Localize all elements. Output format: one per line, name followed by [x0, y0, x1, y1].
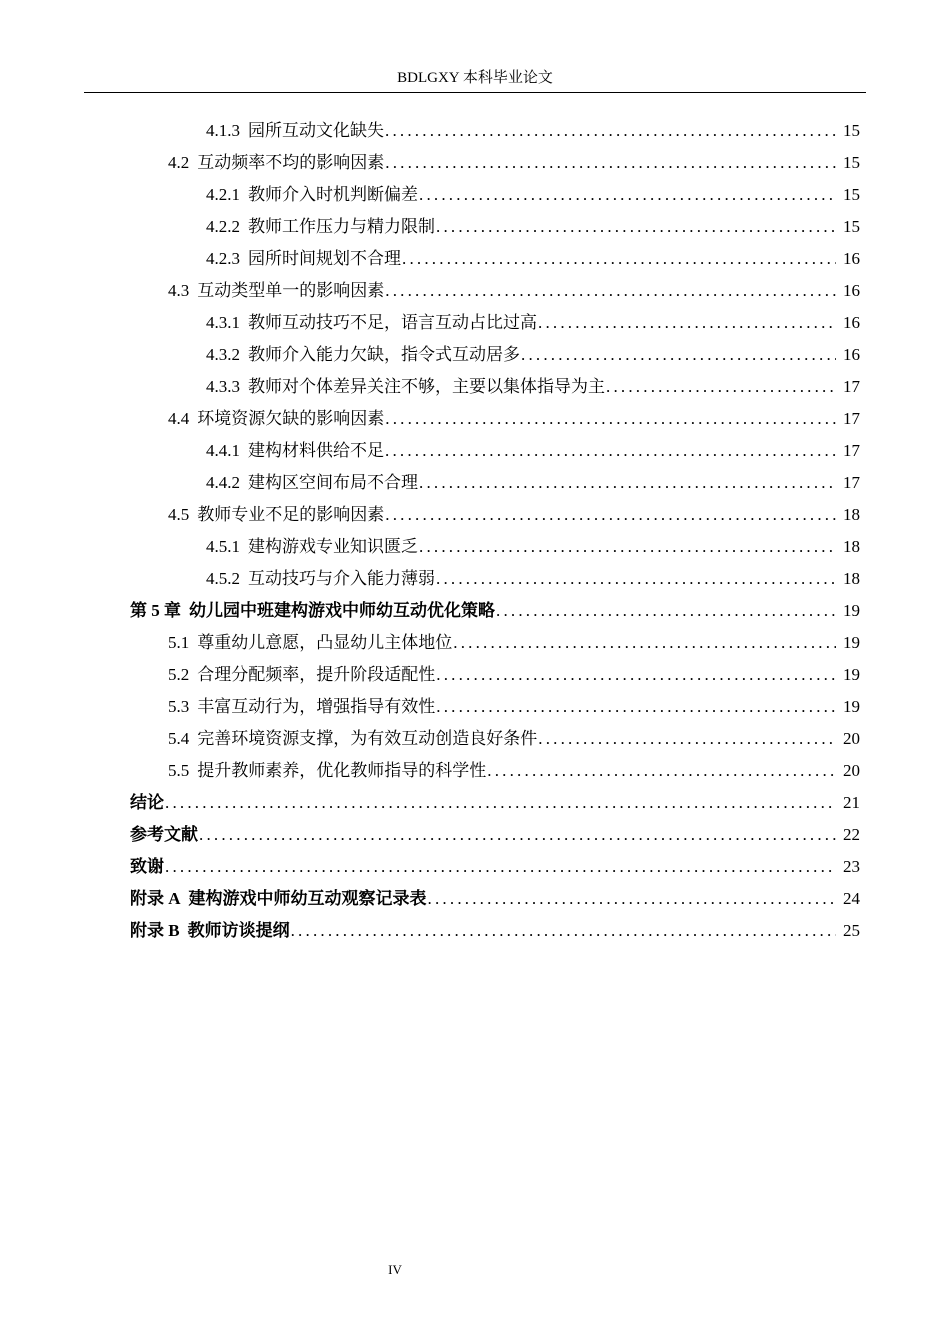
- page-header: BDLGXY 本科毕业论文: [397, 70, 553, 86]
- toc-entry-number: 4.5: [168, 505, 190, 524]
- toc-entry-title: 互动频率不均的影响因素: [197, 153, 385, 172]
- toc-entry-page: 24: [843, 889, 860, 908]
- toc-entry[interactable]: [206, 531, 950, 563]
- toc-entry[interactable]: [206, 563, 950, 595]
- toc-entry-number: 4.3.1: [206, 313, 240, 332]
- toc-entry-page: 20: [843, 729, 860, 748]
- toc-entry-number: 附录 B: [130, 921, 180, 940]
- toc-dot-leader: [538, 307, 836, 339]
- toc-entry-page: 17: [843, 441, 860, 460]
- toc-dot-leader: [385, 147, 836, 179]
- toc-dot-leader: [436, 563, 836, 595]
- toc-entry[interactable]: [206, 371, 950, 403]
- toc-entry-title: 建构区空间布局不合理: [248, 473, 418, 492]
- toc-entry[interactable]: [206, 467, 950, 499]
- toc-dot-leader: [165, 787, 836, 819]
- toc-entry-page: 20: [843, 761, 860, 780]
- toc-entry-page: 19: [843, 633, 860, 652]
- toc-entry[interactable]: [206, 339, 950, 371]
- toc-entry-title: 完善环境资源支撑，为有效互动创造良好条件: [197, 729, 538, 748]
- header-rule: [84, 92, 866, 93]
- toc-entry-title: 致谢: [130, 857, 164, 876]
- toc-entry[interactable]: [130, 595, 950, 627]
- toc-entry-number: 4.4: [168, 409, 190, 428]
- toc-dot-leader: [428, 883, 836, 915]
- toc-dot-leader: [165, 851, 836, 883]
- toc-entry-title: 园所互动文化缺失: [248, 121, 384, 140]
- toc-entry-title: 建构游戏专业知识匮乏: [248, 537, 418, 556]
- toc-entry[interactable]: [168, 627, 950, 659]
- toc-entry-page: 19: [843, 665, 860, 684]
- toc-entry-page: 18: [843, 569, 860, 588]
- toc-entry-number: 4.2.2: [206, 217, 240, 236]
- toc-dot-leader: [402, 243, 836, 275]
- toc-entry[interactable]: [206, 211, 950, 243]
- toc-entry-number: 4.5.2: [206, 569, 240, 588]
- toc-entry-title: 互动技巧与介入能力薄弱: [248, 569, 435, 588]
- toc-entry-title: 提升教师素养，优化教师指导的科学性: [197, 761, 487, 780]
- toc-entry[interactable]: [168, 659, 950, 691]
- toc-entry-page: 15: [843, 185, 860, 204]
- toc-entry[interactable]: [168, 499, 950, 531]
- toc-entry-page: 15: [843, 153, 860, 172]
- toc-entry-title: 教师互动技巧不足，语言互动占比过高: [248, 313, 537, 332]
- toc-entry[interactable]: [206, 243, 950, 275]
- toc-entry-page: 16: [843, 249, 860, 268]
- toc-entry-title: 丰富互动行为，增强指导有效性: [197, 697, 436, 716]
- toc-dot-leader: [385, 403, 836, 435]
- toc-entry-number: 5.5: [168, 761, 190, 780]
- toc-dot-leader: [521, 339, 836, 371]
- toc-entry-number: 4.2.1: [206, 185, 240, 204]
- toc-entry-number: 附录 A: [130, 889, 181, 908]
- toc-dot-leader: [199, 819, 836, 851]
- toc-entry-title: 教师工作压力与精力限制: [248, 217, 435, 236]
- toc-entry-title: 环境资源欠缺的影响因素: [197, 409, 385, 428]
- toc-entry[interactable]: [206, 115, 950, 147]
- toc-entry[interactable]: [168, 403, 950, 435]
- toc-dot-leader: [291, 915, 836, 947]
- page-number: IV: [388, 1262, 402, 1277]
- toc-entry-title: 建构材料供给不足: [248, 441, 384, 460]
- toc-entry-number: 5.3: [168, 697, 190, 716]
- toc-entry-title: 教师介入能力欠缺，指令式互动居多: [248, 345, 520, 364]
- toc-entry-page: 17: [843, 409, 860, 428]
- toc-entry[interactable]: [206, 307, 950, 339]
- toc-entry[interactable]: [130, 787, 950, 819]
- toc-entry[interactable]: [130, 883, 950, 915]
- table-of-contents: [0, 115, 950, 947]
- toc-entry-number: 5.1: [168, 633, 190, 652]
- toc-entry[interactable]: [168, 723, 950, 755]
- toc-dot-leader: [436, 691, 836, 723]
- toc-entry-title: 教师专业不足的影响因素: [197, 505, 385, 524]
- toc-dot-leader: [385, 275, 836, 307]
- toc-dot-leader: [453, 627, 836, 659]
- toc-entry[interactable]: [130, 851, 950, 883]
- toc-entry-page: 16: [843, 345, 860, 364]
- toc-entry-number: 5.4: [168, 729, 190, 748]
- toc-entry-title: 教师访谈提纲: [187, 921, 290, 940]
- toc-entry-number: 4.2: [168, 153, 190, 172]
- toc-dot-leader: [385, 115, 836, 147]
- toc-dot-leader: [606, 371, 836, 403]
- toc-entry-title: 结论: [130, 793, 164, 812]
- toc-entry-number: 4.3: [168, 281, 190, 300]
- toc-entry-page: 16: [843, 281, 860, 300]
- toc-entry-title: 教师介入时机判断偏差: [248, 185, 418, 204]
- toc-entry[interactable]: [168, 275, 950, 307]
- toc-entry-number: 第 5 章: [130, 601, 181, 620]
- toc-entry-page: 17: [843, 473, 860, 492]
- toc-dot-leader: [385, 499, 836, 531]
- toc-entry-page: 18: [843, 537, 860, 556]
- toc-entry-page: 16: [843, 313, 860, 332]
- toc-entry-number: 4.4.1: [206, 441, 240, 460]
- toc-entry-page: 18: [843, 505, 860, 524]
- toc-entry-number: 4.2.3: [206, 249, 240, 268]
- toc-entry-page: 19: [843, 697, 860, 716]
- toc-dot-leader: [496, 595, 836, 627]
- toc-entry-page: 21: [843, 793, 860, 812]
- toc-entry[interactable]: [168, 691, 950, 723]
- toc-entry-title: 幼儿园中班建构游戏中师幼互动优化策略: [189, 601, 495, 620]
- toc-entry-number: 4.4.2: [206, 473, 240, 492]
- toc-entry[interactable]: [168, 147, 950, 179]
- toc-entry-page: 25: [843, 921, 860, 940]
- toc-entry-page: 19: [843, 601, 860, 620]
- toc-dot-leader: [436, 659, 836, 691]
- toc-entry[interactable]: [168, 755, 950, 787]
- toc-entry[interactable]: [206, 179, 950, 211]
- toc-entry-number: 4.3.2: [206, 345, 240, 364]
- toc-dot-leader: [538, 723, 836, 755]
- toc-entry-title: 合理分配频率，提升阶段适配性: [197, 665, 436, 684]
- toc-dot-leader: [385, 435, 836, 467]
- toc-entry[interactable]: [206, 435, 950, 467]
- toc-entry[interactable]: [130, 819, 950, 851]
- toc-entry-title: 参考文献: [130, 825, 198, 844]
- toc-dot-leader: [436, 211, 836, 243]
- toc-entry-number: 4.3.3: [206, 377, 240, 396]
- toc-dot-leader: [419, 179, 836, 211]
- toc-dot-leader: [419, 531, 836, 563]
- toc-entry-page: 15: [843, 217, 860, 236]
- toc-entry-page: 22: [843, 825, 860, 844]
- toc-entry-number: 5.2: [168, 665, 190, 684]
- toc-dot-leader: [419, 467, 836, 499]
- toc-entry-page: 17: [843, 377, 860, 396]
- toc-entry-title: 教师对个体差异关注不够，主要以集体指导为主: [248, 377, 605, 396]
- toc-entry[interactable]: [130, 915, 950, 947]
- toc-entry-title: 园所时间规划不合理: [248, 249, 401, 268]
- toc-entry-title: 互动类型单一的影响因素: [197, 281, 385, 300]
- toc-entry-page: 23: [843, 857, 860, 876]
- toc-entry-title: 建构游戏中师幼互动观察记录表: [188, 889, 427, 908]
- toc-entry-title: 尊重幼儿意愿，凸显幼儿主体地位: [197, 633, 453, 652]
- toc-entry-number: 4.1.3: [206, 121, 240, 140]
- toc-dot-leader: [487, 755, 836, 787]
- toc-entry-number: 4.5.1: [206, 537, 240, 556]
- toc-entry-page: 15: [843, 121, 860, 140]
